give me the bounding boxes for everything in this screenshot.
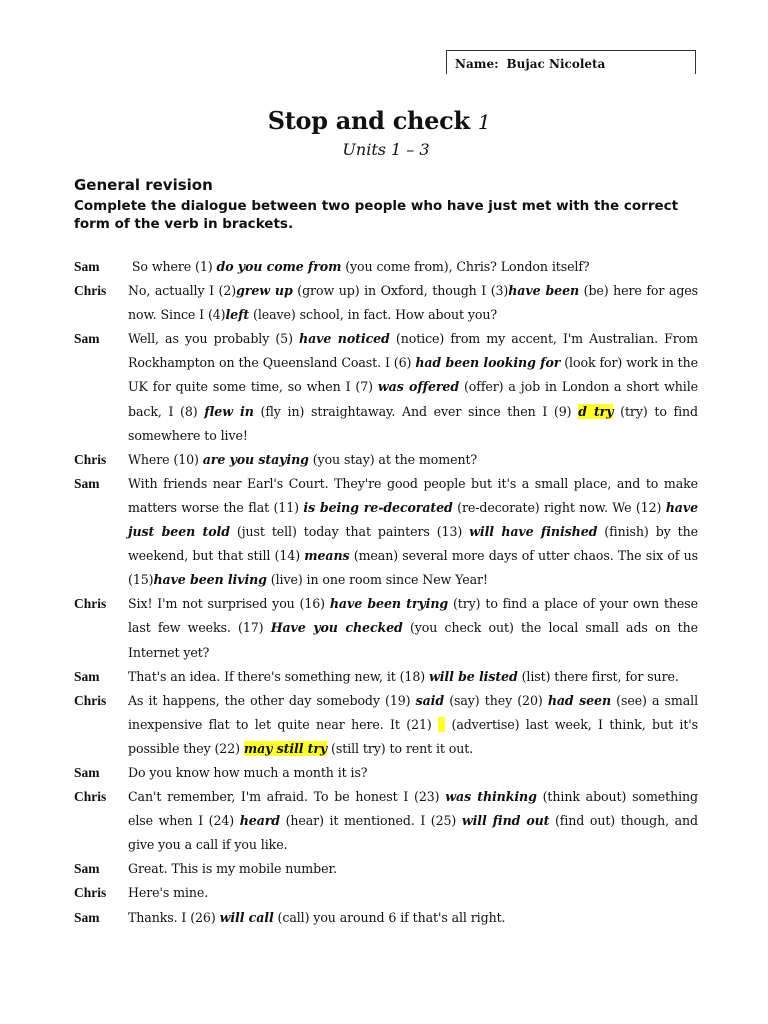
dialogue-line: [74, 761, 698, 785]
answer-17: Have you checked: [270, 620, 403, 636]
title-text: Stop and check: [267, 106, 470, 135]
speaker-name: Chris: [74, 596, 107, 612]
title-number: 1: [477, 110, 491, 134]
name-value: Bujac Nicoleta: [506, 57, 606, 71]
answer-1: do you come from: [216, 259, 342, 274]
answer-15: have been living: [153, 572, 267, 588]
dialogue-text: Do you know how much a month it is?: [128, 764, 368, 780]
answer-7: was offered: [377, 379, 460, 395]
speaker-name: Sam: [74, 764, 100, 780]
speaker-name: Sam: [74, 259, 100, 274]
answer-13: will have finished: [469, 524, 598, 540]
answer-21-blank: [438, 717, 445, 732]
answer-2: grew up: [236, 283, 293, 299]
answer-26: will call: [219, 909, 274, 925]
name-box: [446, 50, 696, 74]
answer-22: may still try: [243, 740, 328, 756]
dialogue-line: [74, 785, 698, 857]
dialogue-line: [74, 689, 698, 761]
answer-3: have been: [508, 283, 580, 299]
answer-14: means: [304, 548, 350, 564]
answer-25: will find out: [461, 813, 550, 829]
speaker-name: Chris: [74, 283, 107, 299]
instructions: Complete the dialogue between two people who have just met with the correct form of the verb in brackets.: [74, 198, 679, 232]
speaker-name: Sam: [74, 668, 100, 684]
dialogue-text: Where (10) are you staying (you stay) at the moment?: [128, 451, 478, 467]
answer-10: are you staying: [202, 451, 309, 467]
dialogue-line: [74, 881, 698, 905]
speaker-name: Sam: [74, 475, 100, 491]
answer-5: have noticed: [299, 331, 390, 347]
dialogue-text: No, actually I (2)grew up (grow up) in Oxford, though I (3)have been (be) here for ages now. Since I (4)left (leave) school, in fact. How about you?: [128, 283, 698, 323]
page-title: [0, 106, 758, 135]
speaker-name: Chris: [74, 789, 107, 805]
dialogue-text: Great. This is my mobile number.: [128, 861, 337, 877]
dialogue-line: [74, 327, 698, 447]
dialogue-text: Six! I'm not surprised you (16) have been trying (try) to find a place of your own these last few weeks. (17) Have you checked (you check out) the local small ads on the Internet yet?: [128, 596, 698, 660]
answer-24: heard: [239, 813, 280, 829]
dialogue-line: [74, 906, 698, 930]
answer-16: have been trying: [329, 596, 449, 612]
dialogue-text: As it happens, the other day somebody (19) said (say) they (20) had seen (see) a small inexpensive flat to let quite near here. It (21) (advertise) last week, I think, but it's possible they (22) may still try (still try) to rent it out.: [128, 692, 698, 756]
answer-6: had been looking for: [415, 355, 561, 371]
answer-19: said: [415, 692, 445, 708]
dialogue-line: [74, 592, 698, 664]
dialogue-text: So where (1) do you come from (you come from), Chris? London itself?: [128, 259, 590, 274]
answer-4: left: [225, 307, 250, 323]
dialogue-text: Can't remember, I'm afraid. To be honest I (23) was thinking (think about) something else when I (24) heard (hear) it mentioned. I (25) will find out (find out) though, and give you a call if you like.: [128, 789, 699, 853]
answer-20: had seen: [547, 692, 612, 708]
dialogue-text: That's an idea. If there's something new, it (18) will be listed (list) there first, for sure.: [128, 668, 679, 684]
dialogue-line: [74, 665, 698, 689]
dialogue-text: With friends near Earl's Court. They're good people but it's a small place, and to make matters worse the flat (11) is being re-decorated (re-decorate) right now. We (12) have just been told (just tell) today that painters (13) will have finished (finish) by the weekend, but that still (14) means (mean) several more days of utter chaos. The six of us (15)have been living (live) in one room since New Year!: [128, 475, 698, 588]
answer-11: is being re-decorated: [303, 499, 453, 515]
speaker-name: Chris: [74, 451, 107, 467]
dialogue-line: [74, 255, 698, 279]
dialogue-text: Thanks. I (26) will call (call) you around 6 if that's all right.: [128, 909, 506, 925]
speaker-name: Chris: [74, 885, 107, 901]
name-label: Name:: [455, 57, 499, 71]
dialogue-text: Here's mine.: [128, 885, 209, 901]
answer-12: have just been told: [128, 499, 698, 540]
answer-8: flew in: [204, 403, 254, 419]
page-subtitle: Units 1 – 3: [342, 140, 430, 159]
dialogue-text: Well, as you probably (5) have noticed (notice) from my accent, I'm Australian. From Rockhampton on the Queensland Coast. I (6) had been looking for (look for) work in the UK for quite some time, so when I (7) was offered (offer) a job in London a short while back, I (8) flew in (fly in) straightaway. And ever since then I (9) d try (try) to find somewhere to live!: [128, 331, 699, 443]
dialogue-line: [74, 448, 698, 472]
speaker-name: Sam: [74, 909, 100, 925]
answer-18: will be listed: [428, 668, 518, 684]
section-heading: General revision: [74, 176, 213, 194]
speaker-name: Chris: [74, 692, 107, 708]
dialogue-line: [74, 279, 698, 327]
dialogue: [74, 255, 698, 930]
answer-23: was thinking: [445, 789, 537, 805]
dialogue-line: [74, 857, 698, 881]
speaker-name: Sam: [74, 861, 100, 877]
speaker-name: Sam: [74, 331, 100, 347]
dialogue-line: [74, 472, 698, 592]
answer-9: d try: [578, 403, 614, 419]
